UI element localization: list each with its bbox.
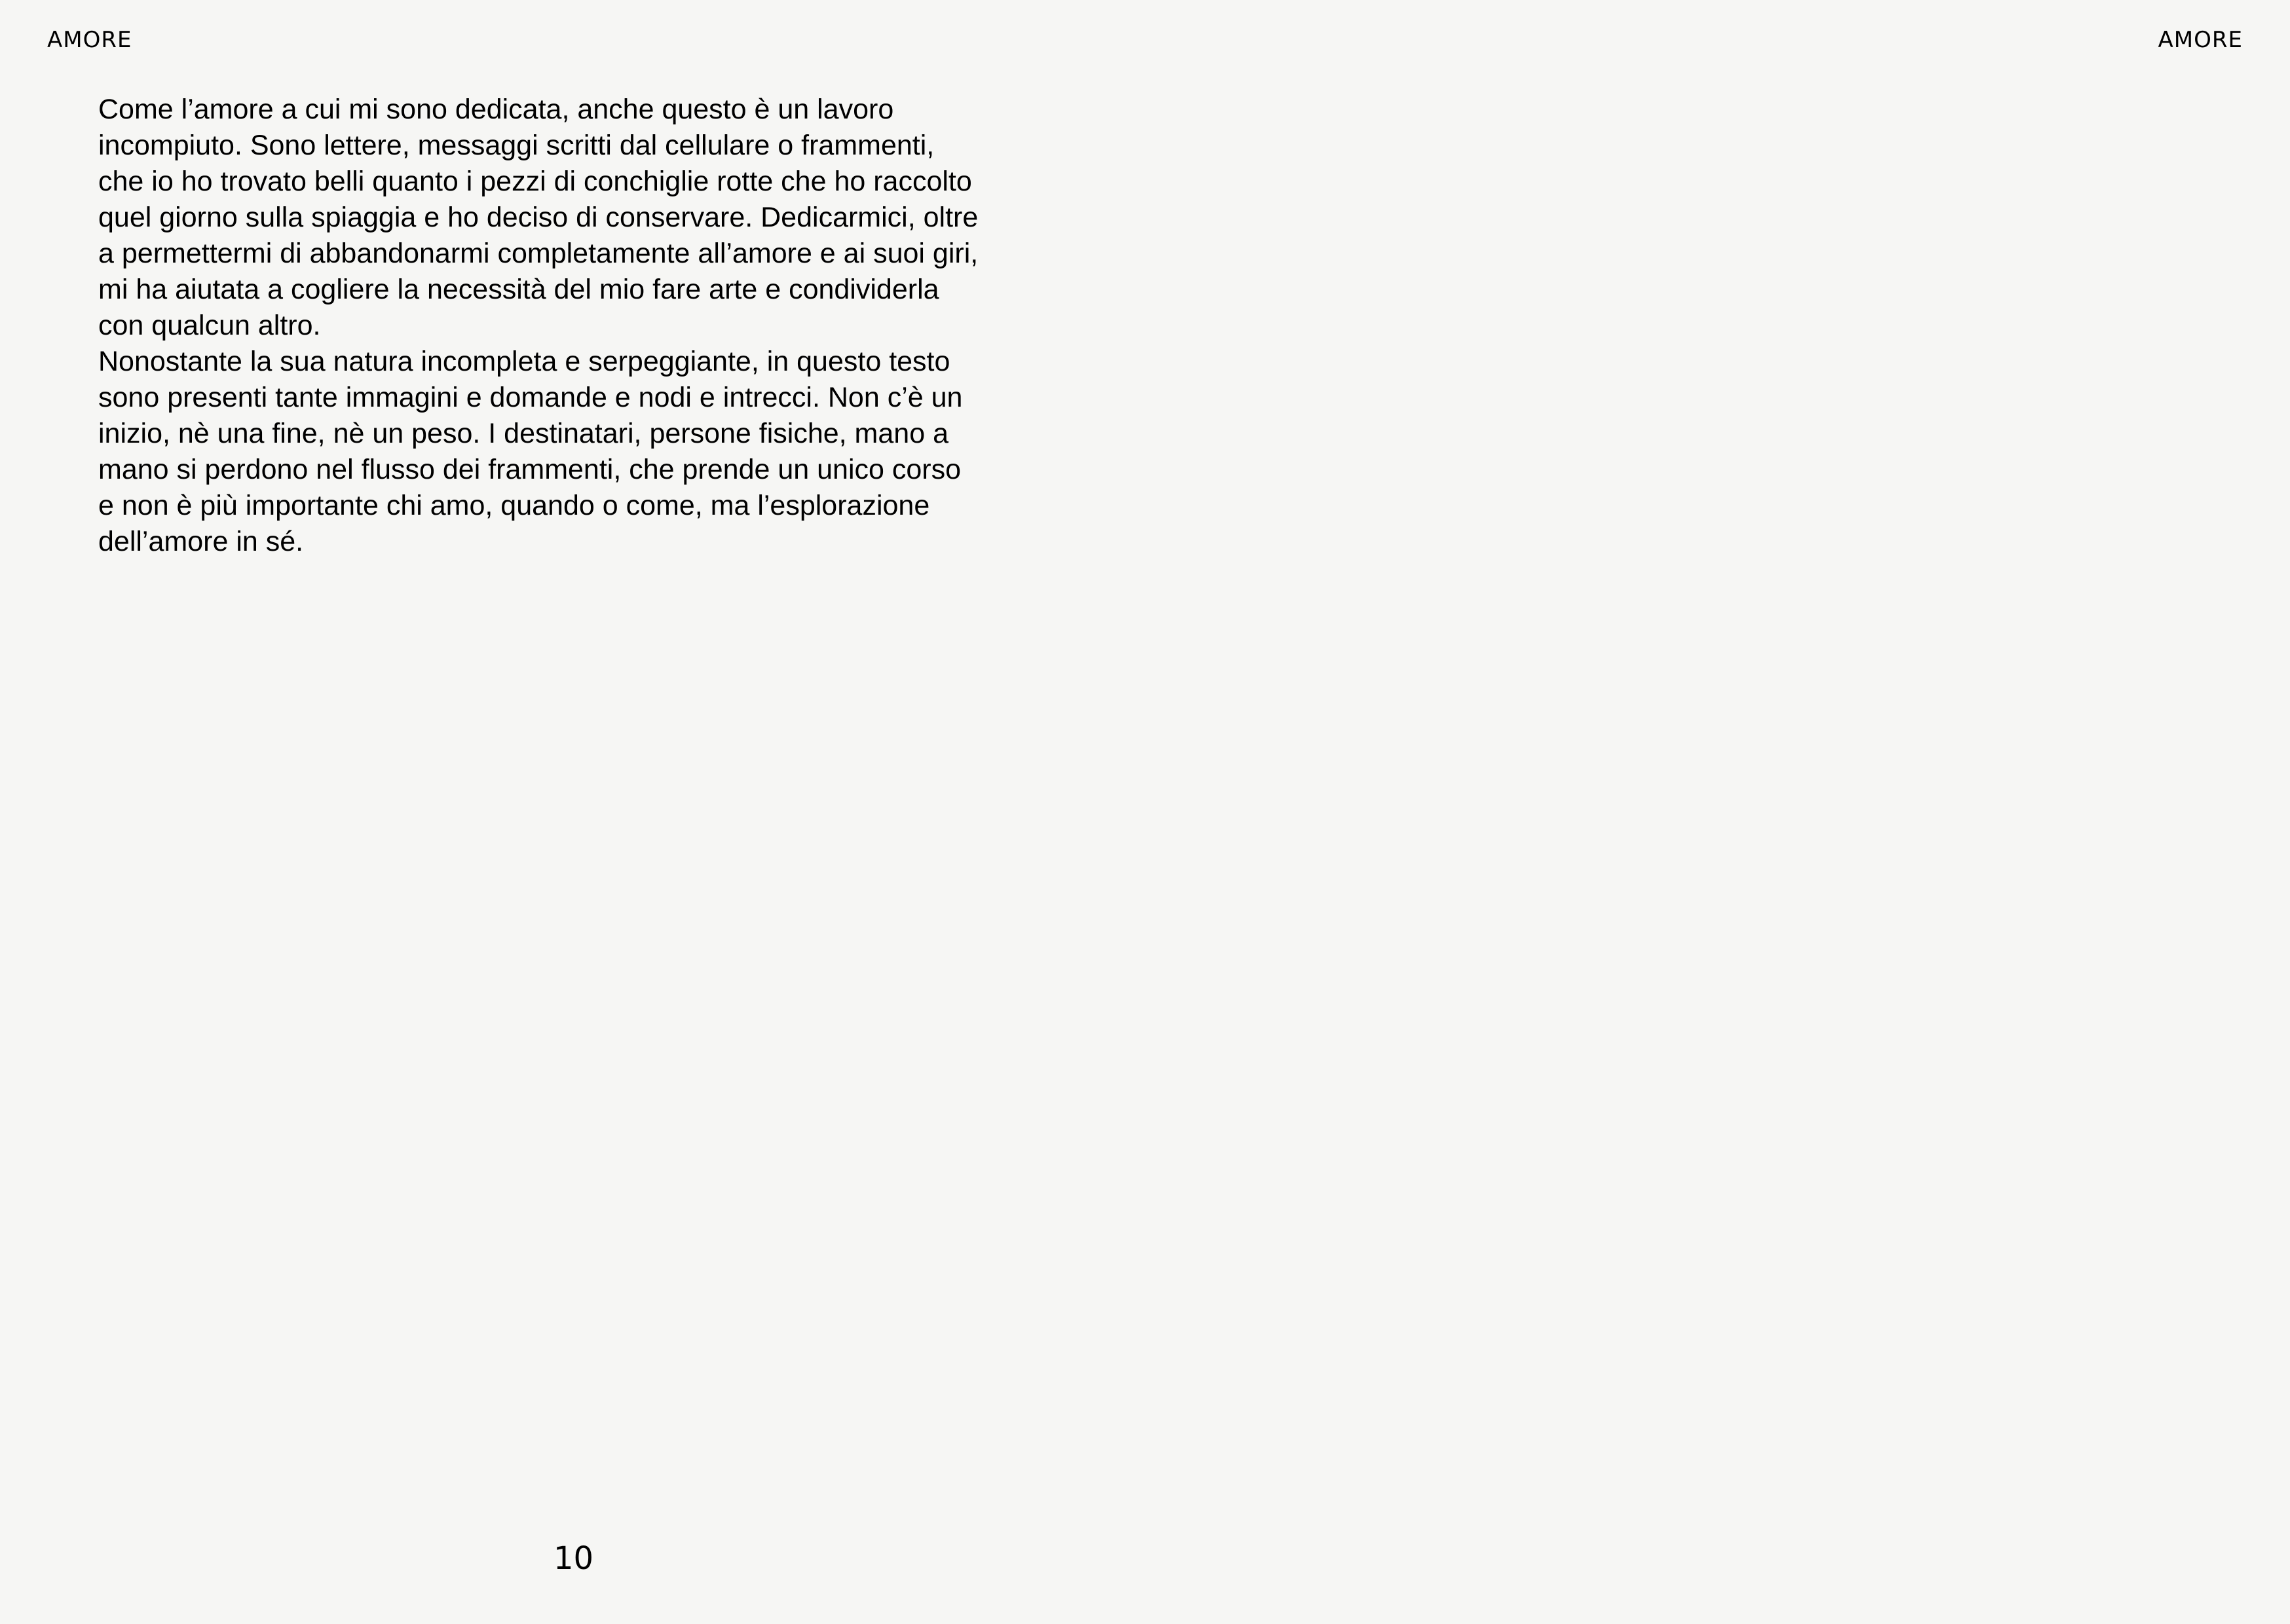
text-line: sono presenti tante immagini e domande e nodi e intrecci. Non c’è un — [98, 382, 963, 413]
text-line: Come l’amore a cui mi sono dedicata, anche questo è un lavoro — [98, 94, 894, 125]
text-line: dell’amore in sé. — [98, 526, 304, 557]
text-line: quel giorno sulla spiaggia e ho deciso di conservare. Dedicarmici, oltre — [98, 202, 979, 233]
text-line: che io ho trovato belli quanto i pezzi di conchiglie rotte che ho raccolto — [98, 166, 972, 197]
text-line: mano si perdono nel flusso dei frammenti, che prende un unico corso — [98, 454, 962, 485]
text-line: e non è più importante chi amo, quando o come, ma l’esplorazione — [98, 490, 930, 521]
body-paragraph — [98, 92, 1081, 560]
running-header-left: AMORE — [47, 27, 132, 53]
text-line: con qualcun altro. — [98, 310, 321, 341]
text-line: mi ha aiutata a cogliere la necessità del mio fare arte e condividerla — [98, 274, 939, 305]
page-number: 10 — [554, 1540, 594, 1577]
running-header-right: AMORE — [2158, 27, 2243, 53]
text-line: a permettermi di abbandonarmi completamente all’amore e ai suoi giri, — [98, 238, 979, 269]
text-line: inizio, nè una fine, nè un peso. I destinatari, persone fisiche, mano a — [98, 418, 948, 449]
text-line: Nonostante la sua natura incompleta e serpeggiante, in questo testo — [98, 346, 950, 377]
text-line: incompiuto. Sono lettere, messaggi scritti dal cellulare o frammenti, — [98, 130, 935, 161]
